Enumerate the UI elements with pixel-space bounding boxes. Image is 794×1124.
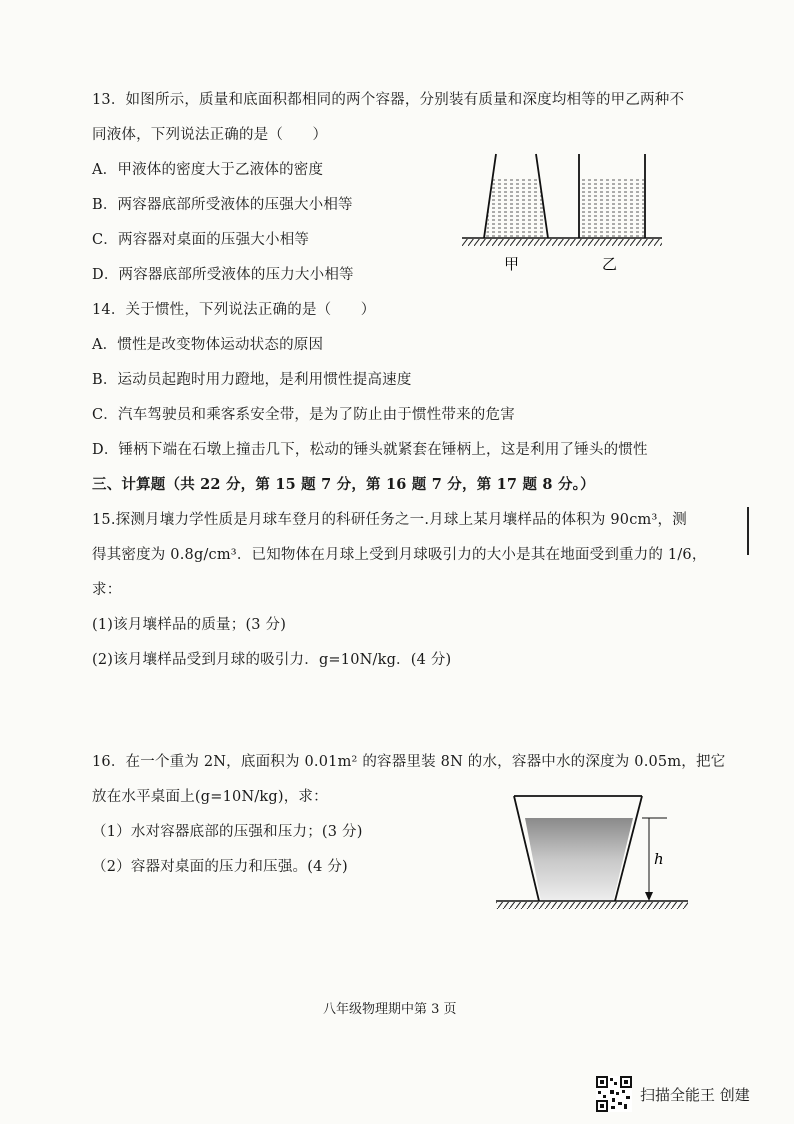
table-hatch [462,239,662,246]
q15-stem-line2: 得其密度为 0.8g/cm³．已知物体在月球上受到月球吸引力的大小是其在地面受到重力的 1/6， [92,547,707,563]
q15-part-1: (1)该月壤样品的质量；(3 分) [92,617,287,633]
fig-label-yi: 乙 [602,255,618,273]
q13-stem-line1: 13．如图所示，质量和底面积都相同的两个容器，分别装有质量和深度均相等的甲乙两种不 [92,92,685,108]
q14-option-d: D．锤柄下端在石墩上撞击几下，松动的锤头就紧套在锤柄上，这是利用了锤头的惯性 [92,442,648,458]
q14-stem: 14．关于惯性，下列说法正确的是（ ） [92,302,376,318]
q16-part-1: （1）水对容器底部的压强和压力；(3 分) [92,824,363,840]
yi-liquid [580,178,644,238]
h-arrow-head [645,892,653,901]
q13-option-b: B．两容器底部所受液体的压强大小相等 [92,197,353,213]
water-body [525,818,633,901]
fig-label-h: h [654,850,664,868]
q14-option-a: A．惯性是改变物体运动状态的原因 [92,337,324,353]
q13-option-a: A．甲液体的密度大于乙液体的密度 [92,162,324,178]
margin-mark [747,507,749,555]
q13-stem-line2: 同液体，下列说法正确的是（ ） [92,127,328,143]
q14-option-b: B．运动员起跑时用力蹬地，是利用惯性提高速度 [92,372,412,388]
fig-label-jia: 甲 [504,255,520,273]
q15-part-2: (2)该月壤样品受到月球的吸引力．g=10N/kg．(4 分) [92,652,452,668]
q13-option-d: D．两容器底部所受液体的压力大小相等 [92,267,354,283]
q16-part-2: （2）容器对桌面的压力和压强。(4 分) [92,859,348,875]
q15-stem-line1: 15.探测月壤力学性质是月球车登月的科研任务之一.月球上某月壤样品的体积为 90cm³，测 [92,512,687,528]
q16-container-figure [492,788,692,914]
qr-code-icon [596,1076,632,1112]
page-footer: 八年级物理期中第 3 页 [323,1002,457,1017]
q13-containers-figure [462,150,672,278]
jia-liquid [486,178,546,238]
q16-stem-line1: 16．在一个重为 2N，底面积为 0.01m² 的容器里装 8N 的水，容器中水的深度为 0.05m，把它 [92,754,726,770]
q13-option-c: C．两容器对桌面的压强大小相等 [92,232,310,248]
table-hatch-2 [496,902,688,909]
q15-stem-line3: 求： [92,582,122,598]
q14-option-c: C．汽车驾驶员和乘客系安全带，是为了防止由于惯性带来的危害 [92,407,515,423]
scanner-watermark: 扫描全能王 创建 [640,1086,750,1104]
section3-title: 三、计算题（共 22 分，第 15 题 7 分，第 16 题 7 分，第 17 题 8 分。） [92,476,595,493]
q16-stem-line2: 放在水平桌面上(g=10N/kg)，求： [92,789,328,805]
